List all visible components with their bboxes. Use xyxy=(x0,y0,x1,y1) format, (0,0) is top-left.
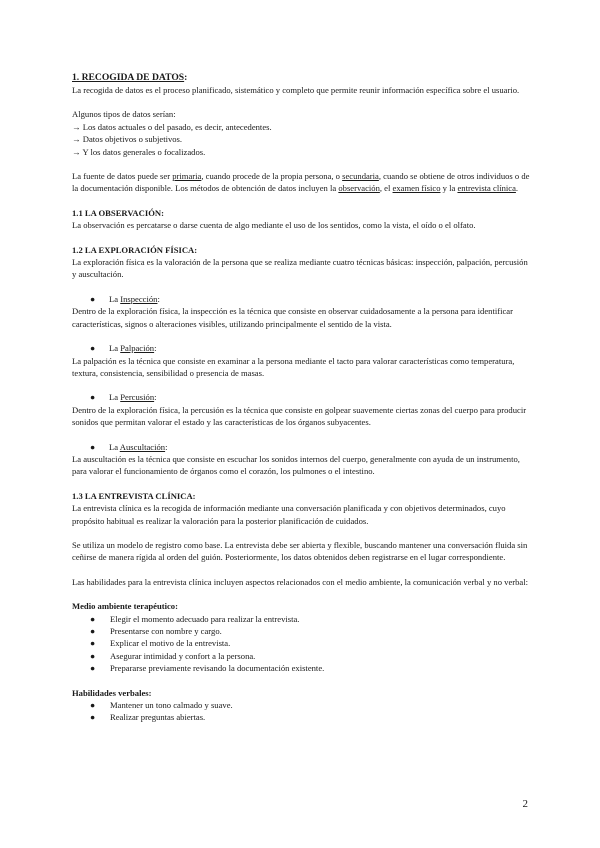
page-content xyxy=(72,71,530,724)
bullet-icon: ● xyxy=(90,700,96,711)
technique-heading-percusion: ● La Percusión: xyxy=(90,392,157,403)
verbal-subtitle: Habilidades verbales: xyxy=(72,687,152,698)
technique-heading-auscultacion: ● La Auscultación: xyxy=(90,441,168,452)
technique-text-percusion: Dentro de la exploración física, la percusión es la técnica que consiste en golpear suavemente ciertas zonas del cuerpo para producir sonidos que permitan valorar el estado y las características de los órganos subyacentes. xyxy=(72,404,527,428)
env-list xyxy=(72,613,530,675)
sources-paragraph: La fuente de datos puede ser primaria, cuando procede de la propia persona, o secundaria, cuando se obtiene de otros individuos o de la documentación disponible. Los métodos de obtención de datos incluyen la observación, el examen físico y la entrevista clínica. xyxy=(72,171,530,194)
type-item: → Y los datos generales o focalizados. xyxy=(72,146,206,157)
intro-paragraph: La recogida de datos es el proceso planificado, sistemático y completo que permite reunir información específica sobre el usuario. xyxy=(72,85,520,95)
bullet-icon: ● xyxy=(90,626,96,636)
technique-text-palpacion: La palpación es la técnica que consiste en examinar a la persona mediante el tacto para valorar características como temperatura, textura, consistencia, sensibilidad o presencia de masas. xyxy=(72,355,515,378)
technique-heading-inspeccion: ● La Inspección: xyxy=(90,293,160,304)
technique-text-inspeccion: Dentro de la exploración física, la inspección es la técnica que consiste en observar cuidadosamente a la persona para identificar características, signos o alteraciones visibles, utilizando principalmente el sentido de la vista. xyxy=(72,306,513,329)
entrevista-paragraph-3: Las habilidades para la entrevista clínica incluyen aspectos relacionados con el medio ambiente, la comunicación verbal y no verbal: xyxy=(72,576,529,587)
list-item: ● Explicar el motivo de la entrevista. xyxy=(90,638,231,649)
bullet-icon: ● xyxy=(90,392,96,403)
bullet-icon: ● xyxy=(90,663,96,674)
term-primaria: primaria xyxy=(172,171,202,182)
page-number: 2 xyxy=(522,798,528,810)
arrow-icon: → xyxy=(72,121,81,132)
list-item: ● Elegir el momento adecuado para realizar la entrevista. xyxy=(90,613,300,624)
entrevista-paragraph-1: La entrevista clínica es la recogida de información mediante una conversación planificada y con objetivos determinados, cuyo propósito habitual es realizar la valoración para la posterior planificación de cuidados. xyxy=(72,503,506,526)
entrevista-paragraph-2: Se utiliza un modelo de registro como base. La entrevista debe ser abierta y flexible, buscando mantener una conversación fluida sin ceñirse de manera rígida al orden del guión. Posteriormente, los datos obtenidos deben registrarse en el lugar correspondiente. xyxy=(72,539,528,563)
term-examen-fisico: examen físico xyxy=(392,183,441,194)
arrow-icon: → xyxy=(72,134,81,145)
bullet-icon: ● xyxy=(90,712,96,723)
technique-heading-palpacion: ● La Palpación: xyxy=(90,343,157,354)
bullet-icon: ● xyxy=(90,613,96,624)
list-item: ● Presentarse con nombre y cargo. xyxy=(90,626,222,636)
bullet-icon: ● xyxy=(90,293,96,304)
observacion-paragraph: La observación es percatarse o darse cuenta de algo mediante el uso de los sentidos, como la vista, el oído o el olfato. xyxy=(72,220,476,231)
exploracion-paragraph: La exploración física es la valoración de la persona que se realiza mediante cuatro técnicas básicas: inspección, palpación, percusión y auscultación. xyxy=(72,257,528,280)
term-entrevista-clinica: entrevista clínica xyxy=(457,183,516,194)
arrow-icon: → xyxy=(72,146,81,157)
bullet-icon: ● xyxy=(90,343,96,354)
section-title-exploracion: 1.2 LA EXPLORACIÓN FÍSICA: xyxy=(72,244,198,255)
types-intro: Algunos tipos de datos serían: xyxy=(72,109,176,120)
term-observacion: observación xyxy=(338,183,380,194)
list-item: ● Mantener un tono calmado y suave. xyxy=(90,700,233,711)
bullet-icon: ● xyxy=(90,441,96,452)
list-item: ● Realizar preguntas abiertas. xyxy=(90,712,206,723)
verbal-list xyxy=(72,699,530,724)
list-item: ● Prepararse previamente revisando la documentación existente. xyxy=(90,663,325,674)
bullet-icon: ● xyxy=(90,638,96,649)
env-subtitle: Medio ambiente terapéutico: xyxy=(72,601,178,612)
technique-text-auscultacion: La auscultación es la técnica que consiste en escuchar los sonidos internos del cuerpo, generalmente con ayuda de un instrumento, para valorar el funcionamiento de órganos como el corazón, los pulmones o el intestino. xyxy=(72,453,520,477)
section-title-entrevista: 1.3 LA ENTREVISTA CLÍNICA: xyxy=(72,490,196,501)
list-item: ● Asegurar intimidad y confort a la persona. xyxy=(90,650,256,661)
term-secundaria: secundaria xyxy=(342,171,379,182)
type-item: → Datos objetivos o subjetivos. xyxy=(72,134,183,145)
section-title-observacion: 1.1 LA OBSERVACIÓN: xyxy=(72,207,164,218)
type-item: → Los datos actuales o del pasado, es decir, antecedentes. xyxy=(72,121,272,132)
bullet-icon: ● xyxy=(90,650,96,661)
section-title-recogida: 1. RECOGIDA DE DATOS: xyxy=(72,72,188,83)
